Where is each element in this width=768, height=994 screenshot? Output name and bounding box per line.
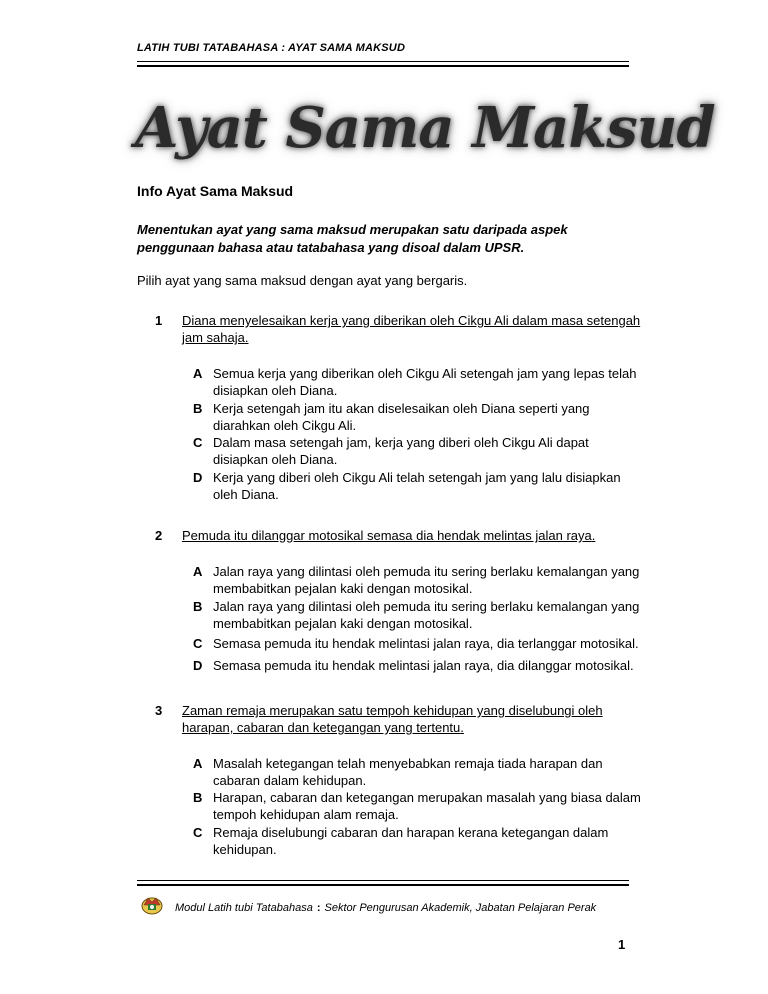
option-line-2: disiapkan oleh Diana.	[213, 452, 338, 467]
question-text	[182, 702, 642, 736]
option-line-1: Remaja diselubungi cabaran dan harapan kerana ketegangan dalam	[213, 825, 609, 840]
question-line-1: Zaman remaja merupakan satu tempoh kehidupan yang diselubungi oleh	[182, 703, 603, 718]
question-number: 3	[155, 703, 163, 718]
option-letter: C	[193, 435, 203, 450]
option-line-2: membabitkan pejalan kaki dengan motosikal.	[213, 581, 473, 596]
footer-rule-thick	[137, 884, 629, 886]
option-line-1: Harapan, cabaran dan ketegangan merupakan masalah yang biasa dalam	[213, 790, 641, 805]
option-line-1: Semasa pemuda itu hendak melintasi jalan raya, dia dilanggar motosikal.	[213, 658, 634, 673]
option-line-1: Dalam masa setengah jam, kerja yang diberi oleh Cikgu Ali dapat	[213, 435, 589, 450]
page-header: LATIH TUBI TATABAHASA : AYAT SAMA MAKSUD	[137, 42, 406, 54]
option-line-1: Jalan raya yang dilintasi oleh pemuda itu sering berlaku kemalangan yang	[213, 564, 640, 579]
option-line-2: cabaran dalam kehidupan.	[213, 773, 367, 788]
footer-left: Modul Latih tubi Tatabahasa	[175, 902, 313, 914]
lead-paragraph	[137, 221, 637, 257]
question-line-1: Diana menyelesaikan kerja yang diberikan oleh Cikgu Ali dalam masa setengah	[182, 313, 641, 328]
title-text: Ayat Sama Maksud	[135, 95, 715, 161]
question-punct: .	[460, 720, 464, 735]
question-text	[182, 527, 642, 544]
option-line-2: kehidupan.	[213, 842, 277, 857]
option-line-2: disiapkan oleh Diana.	[213, 383, 338, 398]
header-rule-thick	[137, 65, 629, 67]
info-title: Info Ayat Sama Maksud	[137, 183, 294, 199]
question-line-2: jam sahaja	[182, 330, 245, 345]
option-letter: B	[193, 599, 203, 614]
footer-right: Sektor Pengurusan Akademik, Jabatan Pelajaran Perak	[324, 902, 597, 914]
option-line-2: tempoh kehidupan alam remaja.	[213, 807, 399, 822]
footer-text	[175, 902, 596, 914]
option-line-1: Semasa pemuda itu hendak melintasi jalan raya, dia terlanggar motosikal.	[213, 636, 639, 651]
option-line-1: Kerja setengah jam itu akan diselesaikan oleh Diana seperti yang	[213, 401, 590, 416]
option-line-1: Masalah ketegangan telah menyebabkan remaja tiada harapan dan	[213, 756, 603, 771]
instruction: Pilih ayat yang sama maksud dengan ayat yang bergaris.	[137, 273, 468, 288]
header-rule-thin	[137, 61, 629, 62]
state-crest-icon	[140, 893, 164, 915]
option-line-1: Jalan raya yang dilintasi oleh pemuda itu sering berlaku kemalangan yang	[213, 599, 640, 614]
option-line-2: oleh Diana.	[213, 487, 279, 502]
option-letter: A	[193, 756, 203, 771]
footer-separator: :	[316, 902, 321, 914]
question-punct: .	[244, 330, 249, 345]
option-letter: A	[193, 564, 203, 579]
footer-rule-thin	[137, 880, 629, 881]
option-line-2: diarahkan oleh Cikgu Ali.	[213, 418, 357, 433]
question-number: 1	[155, 313, 163, 328]
question-punct: .	[591, 528, 596, 543]
option-letter: B	[193, 401, 203, 416]
option-line-2: membabitkan pejalan kaki dengan motosikal.	[213, 616, 473, 631]
option-letter: B	[193, 790, 203, 805]
lead-line-1: Menentukan ayat yang sama maksud merupakan satu daripada aspek	[137, 222, 568, 237]
option-line-1: Kerja yang diberi oleh Cikgu Ali telah setengah jam yang lalu disiapkan	[213, 470, 621, 485]
option-letter: A	[193, 366, 203, 381]
question-line-2: harapan, cabaran dan ketegangan yang tertentu	[182, 720, 461, 735]
option-letter: D	[193, 658, 203, 673]
option-line-1: Semua kerja yang diberikan oleh Cikgu Ali setengah jam yang lepas telah	[213, 366, 637, 381]
title-banner	[135, 95, 715, 165]
page-number: 1	[618, 937, 626, 952]
option-letter: D	[193, 470, 203, 485]
option-letter: C	[193, 636, 203, 651]
question-line-1: Pemuda itu dilanggar motosikal semasa dia hendak melintas jalan raya	[182, 528, 592, 543]
question-number: 2	[155, 528, 163, 543]
option-letter: C	[193, 825, 203, 840]
question-text	[182, 312, 642, 346]
lead-line-2: penggunaan bahasa atau tatabahasa yang disoal dalam UPSR.	[137, 240, 525, 255]
